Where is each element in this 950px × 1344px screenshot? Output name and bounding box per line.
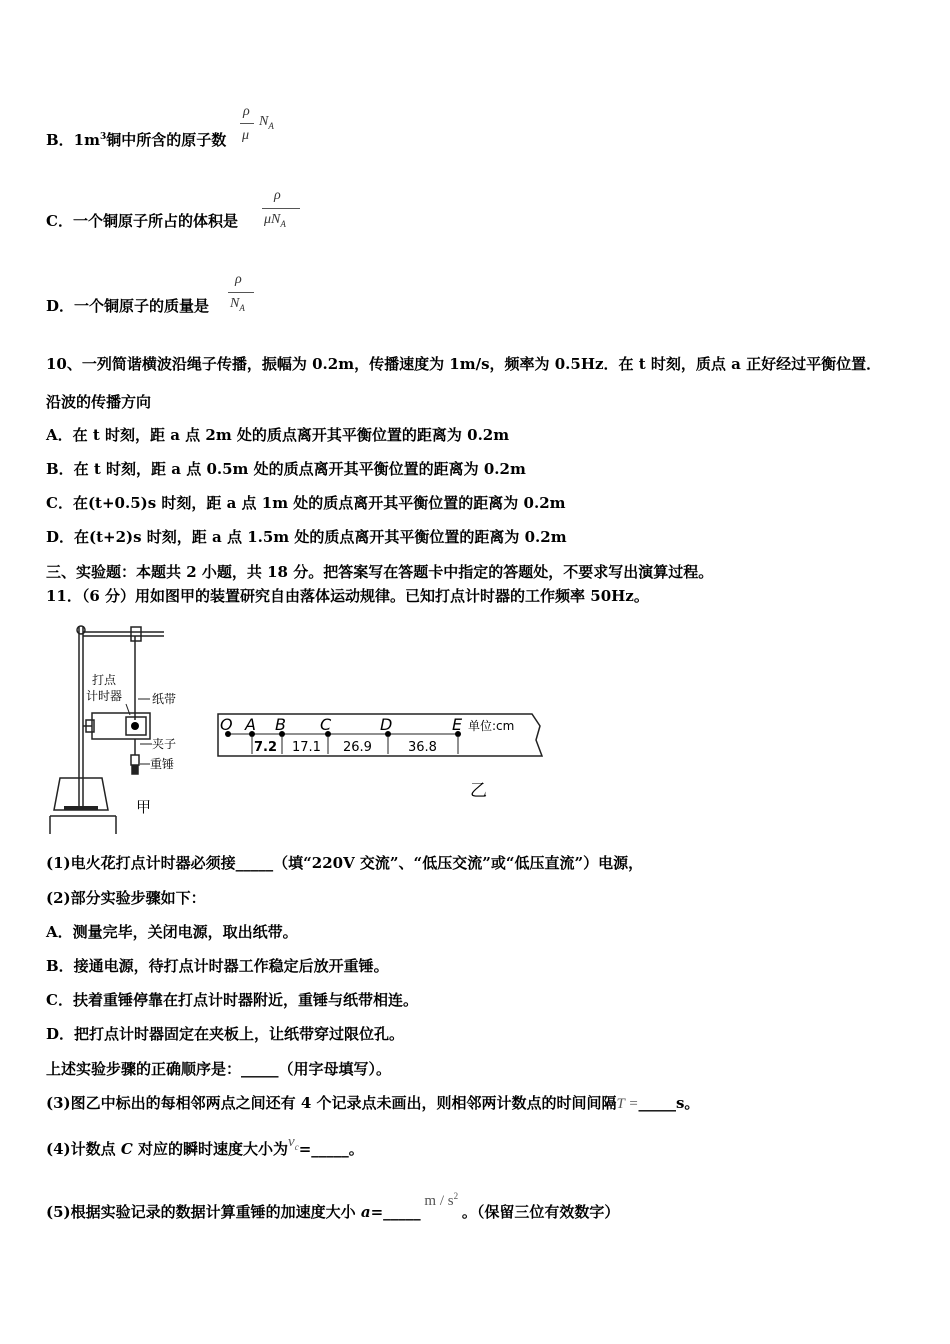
option-c-denominator: $\mu N_A$: [264, 212, 286, 229]
option-d-numerator: ρ: [235, 272, 242, 287]
tape-label-o: O: [220, 715, 233, 734]
tape-label-c: C: [320, 715, 332, 734]
tape-seg-ab: 7.2: [254, 740, 278, 755]
tape-label-d: D: [380, 715, 393, 734]
fig-jia-clip-label: 夹子: [152, 737, 177, 751]
q11-part-5: (5)根据实验记录的数据计算重锤的加速度大小 a=_____ m / $s^2$ 。（保留三位有效数字）: [46, 1191, 620, 1221]
option-c-frac-bar: [262, 208, 300, 209]
q10-stem-line1: 10、一列简谐横波沿绳子传播，振幅为 0.2m，传播速度为 1m/s，频率为 0.5Hz．在 t 时刻，质点 a 正好经过平衡位置．: [46, 355, 882, 373]
option-d: D．一个铜原子的质量是: [46, 297, 210, 315]
q11-part-3: (3)图乙中标出的每相邻两点之间还有 4 个记录点未画出，则相邻两计数点的时间间隔T =_____s。: [46, 1094, 700, 1112]
tape-seg-cd: 26.9: [343, 740, 372, 755]
fig-jia-tape-label: 纸带: [152, 692, 177, 706]
tape-label-a: A: [245, 715, 256, 734]
option-b-denominator: μ: [242, 128, 250, 143]
option-b-tail: $N_A$: [259, 114, 274, 131]
option-c-numerator: ρ: [274, 188, 281, 203]
q11-part-4: (4)计数点 C 对应的瞬时速度大小为$v_c=\_\_\_\_\_$。: [46, 1134, 364, 1158]
figure-yi-tape: [212, 700, 552, 808]
fig-jia-weight-label: 重锤: [150, 757, 175, 771]
fig-yi-caption: 乙: [470, 781, 487, 801]
q11-step-c: C．扶着重锤停靠在打点计时器附近，重锤与纸带相连。: [46, 991, 418, 1009]
period-symbol: T =: [616, 1096, 639, 1112]
option-b: B．$1m^3$铜中所含的原子数: [46, 131, 227, 149]
tape-label-b: B: [275, 715, 286, 734]
q11-step-a: A．测量完毕，关闭电源，取出纸带。: [46, 923, 298, 941]
tape-label-e: E: [452, 715, 463, 734]
q11-part-1: (1)电火花打点计时器必须接_____（填“220V 交流”、“低压交流”或“低压直流”）电源，: [46, 854, 644, 872]
fig-jia-timer-label-2: 计时器: [86, 689, 123, 703]
fig-jia-caption: 甲: [136, 798, 152, 816]
q11-part-2: (2)部分实验步骤如下：: [46, 889, 206, 907]
q11-step-b: B．接通电源，待打点计时器工作稳定后放开重锤。: [46, 957, 389, 975]
tape-unit: 单位:cm: [468, 719, 515, 733]
tape-seg-bc: 17.1: [292, 740, 321, 755]
q11-step-d: D．把打点计时器固定在夹板上，让纸带穿过限位孔。: [46, 1025, 405, 1043]
q10-option-c: C．在(t+0.5)s 时刻，距 a 点 1m 处的质点离开其平衡位置的距离为 0.2m: [46, 494, 566, 512]
q11-stem: 11．（6 分）用如图甲的装置研究自由落体运动规律。已知打点计时器的工作频率 50Hz。: [46, 587, 649, 605]
option-c: C．一个铜原子所占的体积是: [46, 212, 238, 230]
q10-option-a: A．在 t 时刻，距 a 点 2m 处的质点离开其平衡位置的距离为 0.2m: [46, 426, 510, 444]
q11-order: 上述实验步骤的正确顺序是：_____（用字母填写）。: [46, 1060, 392, 1078]
section-3-heading: 三、实验题：本题共 2 小题，共 18 分。把答案写在答题卡中指定的答题处，不要求写出演算过程。: [46, 563, 714, 581]
tape-seg-de: 36.8: [408, 740, 437, 755]
q10-option-b: B．在 t 时刻，距 a 点 0.5m 处的质点离开其平衡位置的距离为 0.2m: [46, 460, 526, 478]
velocity-symbol: $v_c$: [288, 1134, 299, 1152]
option-b-frac-bar: [240, 123, 254, 124]
option-d-denominator: $N_A$: [230, 296, 245, 313]
accel-unit: m / $s^2$: [424, 1191, 459, 1209]
q10-stem-line2: 沿波的传播方向: [46, 393, 152, 411]
fig-jia-timer-label-1: 打点: [92, 673, 117, 687]
option-b-numerator: ρ: [243, 104, 250, 119]
q10-option-d: D．在(t+2)s 时刻，距 a 点 1.5m 处的质点离开其平衡位置的距离为 0.2m: [46, 528, 567, 546]
figure-jia-apparatus: [46, 620, 196, 838]
option-d-frac-bar: [228, 292, 254, 293]
